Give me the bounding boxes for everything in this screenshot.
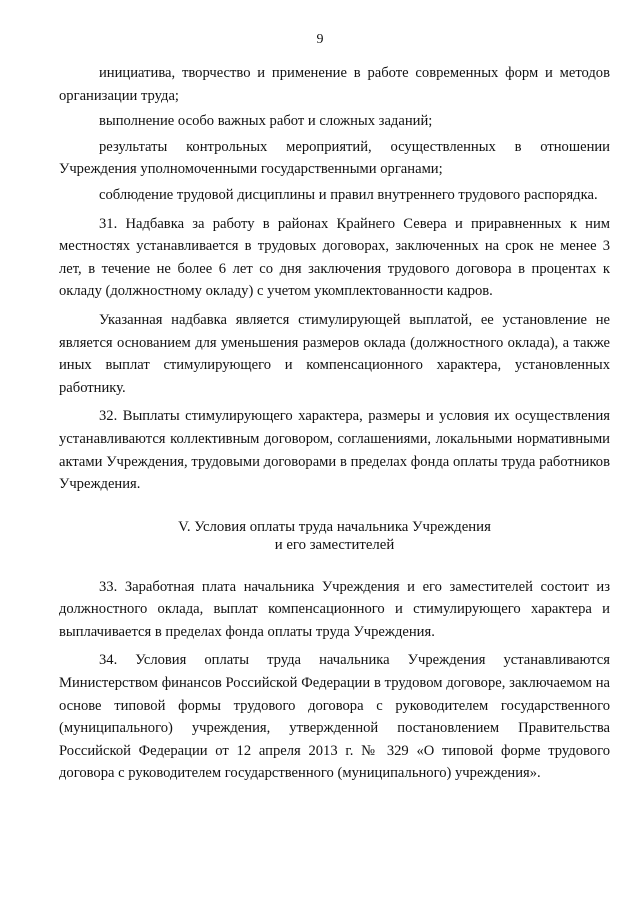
paragraph-33: 33. Заработная плата начальника Учреждения и его заместителей состоит из должностного оклада, выплат компенсационного и стимулирующего характера и выплачивается в пределах фонда оплаты труда Учреждения. — [59, 578, 610, 640]
section-heading-line1: V. Условия оплаты труда начальника Учреждения — [178, 518, 491, 535]
document-body — [59, 62, 610, 791]
paragraph-34: 34. Условия оплаты труда начальника Учреждения устанавливаются Министерством финансов Российской Федерации в трудовом договоре, заключаемом на основе типовой формы трудового договора с руководителем государственного (муниципального) учреждения, утвержденной постановлением Правительства Российской Федерации от 12 апреля 2013 г. № 329 «О типовой форме трудового договора с руководителем государственного (муниципального) учреждения». — [59, 652, 610, 782]
paragraph-initiative: инициатива, творчество и применение в работе современных форм и методов организации труда; — [59, 65, 610, 104]
page-number: 9 — [316, 32, 324, 47]
section-heading — [59, 518, 610, 554]
paragraph-important-work: выполнение особо важных работ и сложных заданий; — [99, 113, 433, 130]
paragraph-allowance-note: Указанная надбавка является стимулирующей выплатой, ее установление не является основанием для уменьшения размеров оклада (должностного оклада), а также иных выплат стимулирующего и компенсационного характера, установленных работнику. — [59, 311, 610, 396]
paragraph-discipline: соблюдение трудовой дисциплины и правил внутреннего трудового распорядка. — [99, 186, 598, 203]
paragraph-control-results: результаты контрольных мероприятий, осуществленных в отношении Учреждения уполномоченными государственными органами; — [59, 138, 610, 178]
paragraph-31: 31. Надбавка за работу в районах Крайнего Севера и приравненных к ним местностях устанавливается в трудовых договорах, заключенных на срок не менее 3 лет, в течение не более 6 лет со дня заключения трудового договора в процентах к окладу (должностному окладу) с учетом укомплектованности кадров. — [59, 215, 610, 300]
paragraph-32: 32. Выплаты стимулирующего характера, размеры и условия их осуществления устанавливаются коллективным договором, соглашениями, локальными нормативными актами Учреждения, трудовыми договорами в пределах фонда оплаты труда работников Учреждения. — [59, 408, 610, 493]
section-heading-line2: и его заместителей — [274, 536, 395, 553]
